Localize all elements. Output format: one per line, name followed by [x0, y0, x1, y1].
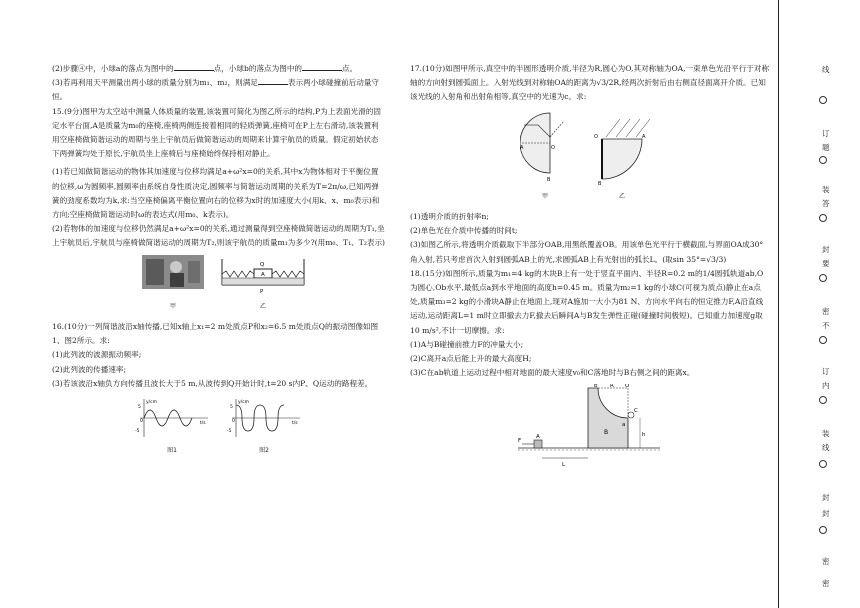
svg-text:O: O	[594, 133, 598, 140]
q18-part1: (1)A与B碰撞前推力F的冲量大小;	[410, 339, 524, 349]
binding-hole	[819, 396, 827, 404]
binding-line	[778, 0, 779, 608]
binding-hole	[819, 96, 827, 104]
svg-text:L: L	[562, 462, 566, 469]
q16-stem: 16.(10分)一列简谐波沿x轴传播,已知x轴上x₁=2 m处质点P和x₂=6.5 m处质点Q的振动图像如图1、图2所示。求:	[52, 322, 379, 346]
q18-stem: 18.(15分)如图所示,质量为m₁=4 kg的木块B上有一处于竖直平面内、半径R=0.2 m的1/4圆弧轨道ab,O为圆心,Ob水平,最低点a到水平地面的高度h=0.45 m。质量为m₂=1 kg的小球C(可视为质点)静止在a点处,质量m₃=2 kg的小滑块A静止在地面上,现对A施加一大小为81 N、方向水平向右的恒定推力F,A沿直线运动,运动距离L=1 m时立即撤去力F,撤去后瞬间A与B发生弹性正碰(碰撞时间极短)。已知重力加速度g取10 m/s²,不计一切摩擦。求:	[410, 268, 764, 335]
svg-text:A: A	[520, 144, 524, 151]
svg-text:5: 5	[138, 405, 141, 411]
svg-text:h: h	[642, 432, 646, 439]
right-column	[410, 62, 770, 476]
q17-stem: 17.(10分)如图甲所示,真空中的半圆形透明介质,半径为R,圆心为O,其对称轴为OA,一束单色光沿平行于对称轴的方向射到圆弧面上。入射光线到对称轴OA的距离为√3/2R,经两次折射后由右侧直径面离开介质。已知该光线的入射角和出射角相等,真空中的光速为c。求:	[410, 64, 770, 102]
binding-hole	[819, 460, 827, 468]
svg-text:t/s: t/s	[292, 421, 298, 427]
q15-figures	[142, 255, 386, 314]
q15-stem: 15.(9分)图甲为太空站中测量人体质量的装置,该装置可简化为图乙所示的结构,P为上表面光滑的固定水平台面,A是质量为m₀的座椅,座椅两侧连接着相同的轻质弹簧,座椅可在P上左右滑动,该装置利用空座椅做简谐运动的周期与坐上宇航员后做简谐运动的周期来计算宇航员的质量。假定初始状态下两弹簧均处于原长,宇航员坐上座椅后与座椅始终保持相对静止。	[52, 106, 381, 159]
svg-text:b: b	[594, 384, 598, 390]
q16-figures	[132, 397, 386, 458]
q18-part3: (3)C在ab轨道上运动过程中相对地面的最大速度v₀和C落地时与B右侧之间的距离x。	[410, 368, 695, 378]
quarter-medium-yi	[592, 109, 652, 185]
sidebar-char: 装	[822, 185, 830, 194]
fig1-caption: 图1	[167, 447, 177, 455]
q18-part2: (2)C离开a点后能上升的最大高度H;	[410, 354, 532, 364]
sidebar-char: 密	[822, 307, 830, 316]
q17-part2: (2)单色光在介质中传播的时间t;	[410, 226, 518, 236]
q16-figure-2	[224, 397, 304, 458]
fig-yi-caption: 乙	[259, 302, 266, 310]
q15-part1: (1)若已知做简谐运动的物体其加速度与位移均满足a+ω²x=0的关系,其中x为物体相对于平衡位置的位移,ω为圆频率,圆频率由系统自身性质决定,圆频率与简谐运动周期的关系为T=2π/ω,已知两弹簧的劲度系数均为k,求:当空座椅偏离平衡位置向右的位移为x时的加速度大小(用k、x、m₀表示)和方向;空座椅做简谐运动时ω的表达式(用m₀、k表示)。	[52, 167, 380, 220]
left-column	[52, 62, 386, 462]
q16-part3: (3)若该波沿x轴负方向传播且波长大于5 m,从波传到Q开始计时,t=20 s内P、Q运动的路程差。	[52, 378, 373, 388]
sidebar-char: 封	[822, 245, 830, 254]
svg-text:5: 5	[230, 405, 233, 411]
sidebar-char: 订	[822, 129, 830, 138]
sidebar-char: 密	[822, 557, 830, 566]
svg-text:B: B	[598, 180, 602, 185]
sidebar-char: 不	[822, 321, 830, 330]
sidebar-char: 线	[822, 65, 830, 74]
q17-figure-jia	[520, 109, 570, 204]
vibration-graph-1	[132, 397, 212, 439]
sidebar-char: 密	[822, 579, 830, 588]
svg-text:R: R	[610, 384, 614, 390]
svg-text:A: A	[536, 434, 540, 441]
sidebar-char: 线	[822, 443, 830, 452]
binding-hole	[819, 526, 827, 534]
svg-text:y/cm: y/cm	[238, 400, 250, 406]
semicircle-medium-jia	[520, 109, 570, 185]
sidebar-char: 答	[822, 199, 830, 208]
sidebar-char: 封	[822, 509, 830, 518]
svg-text:y/cm: y/cm	[146, 400, 158, 406]
q14-part3: (3)若再利用天平测量出两小球的质量分别为m₁、m₂，则满足 表示两小球碰撞前后动量守恒。	[52, 78, 380, 102]
svg-text:0: 0	[232, 419, 235, 425]
binding-hole	[819, 156, 827, 164]
fig17-jia-caption: 甲	[541, 192, 548, 200]
sidebar-char: 订	[822, 367, 830, 376]
label-Q: Q	[260, 261, 265, 268]
spring-chair-diagram	[218, 255, 308, 295]
q18-figure	[510, 384, 770, 475]
svg-text:a: a	[622, 422, 626, 429]
q15-figure-yi	[218, 255, 308, 314]
sidebar-char: 内	[822, 381, 830, 390]
label-P: P	[260, 288, 264, 295]
svg-text:C: C	[634, 408, 638, 415]
svg-text:O: O	[625, 384, 630, 390]
q17-part3: (3)如图乙所示,将透明介质截取下半部分OAB,用黑纸覆盖OB。用该单色光平行于横截面,与界面OA成30°角入射,若只考虑首次入射到圆弧AB上的光,求圆弧AB上有光射出的弧长L。(取sin 35°=√3/3)	[410, 240, 764, 264]
fig2-caption: 图2	[259, 447, 269, 455]
sidebar-char: 题	[822, 143, 830, 152]
binding-sidebar	[778, 0, 860, 608]
binding-hole	[819, 214, 827, 222]
q14-part2: (2)步骤④中，小球a的落点为图中的 点，小球b的落点为图中的 点。	[52, 64, 358, 73]
svg-text:-5: -5	[135, 429, 140, 435]
q15-part2: (2)若物体的加速度与位移仍然满足a+ω²x=0的关系,通过测量得到空座椅做简谐运动的周期为T₁,坐上宇航员后,宇航员与座椅做简谐运动的周期为T₂,则该宇航员的质量m₁为多少?(用m₀、T₁、T₂表示)	[52, 224, 386, 248]
q16-part1: (1)此列波的波源振动频率;	[52, 350, 142, 360]
svg-text:t/s: t/s	[200, 421, 206, 427]
q15-figure-jia	[142, 255, 204, 314]
sidebar-char: 要	[822, 259, 830, 268]
svg-text:0: 0	[140, 419, 143, 425]
binding-hole	[819, 274, 827, 282]
block-track-diagram	[510, 384, 660, 470]
svg-text:F: F	[518, 438, 522, 445]
binding-hole	[819, 336, 827, 344]
sidebar-char: 封	[822, 493, 830, 502]
svg-text:B: B	[547, 176, 551, 183]
label-A: A	[261, 271, 265, 278]
svg-text:O: O	[551, 144, 555, 151]
q16-figure-1	[132, 397, 212, 458]
q17-part1: (1)透明介质的折射率n;	[410, 212, 489, 222]
q16-part2: (2)此列波的传播速率;	[52, 364, 127, 374]
fig-jia-caption: 甲	[169, 302, 176, 310]
q17-figures	[520, 109, 770, 204]
sidebar-char: 装	[822, 429, 830, 438]
svg-text:B: B	[604, 429, 609, 437]
q17-figure-yi	[592, 109, 652, 204]
fig17-yi-caption: 乙	[618, 192, 625, 200]
svg-text:A: A	[642, 133, 646, 140]
vibration-graph-2	[224, 397, 304, 439]
svg-text:-5: -5	[227, 429, 232, 435]
astronaut-photo	[142, 255, 204, 295]
